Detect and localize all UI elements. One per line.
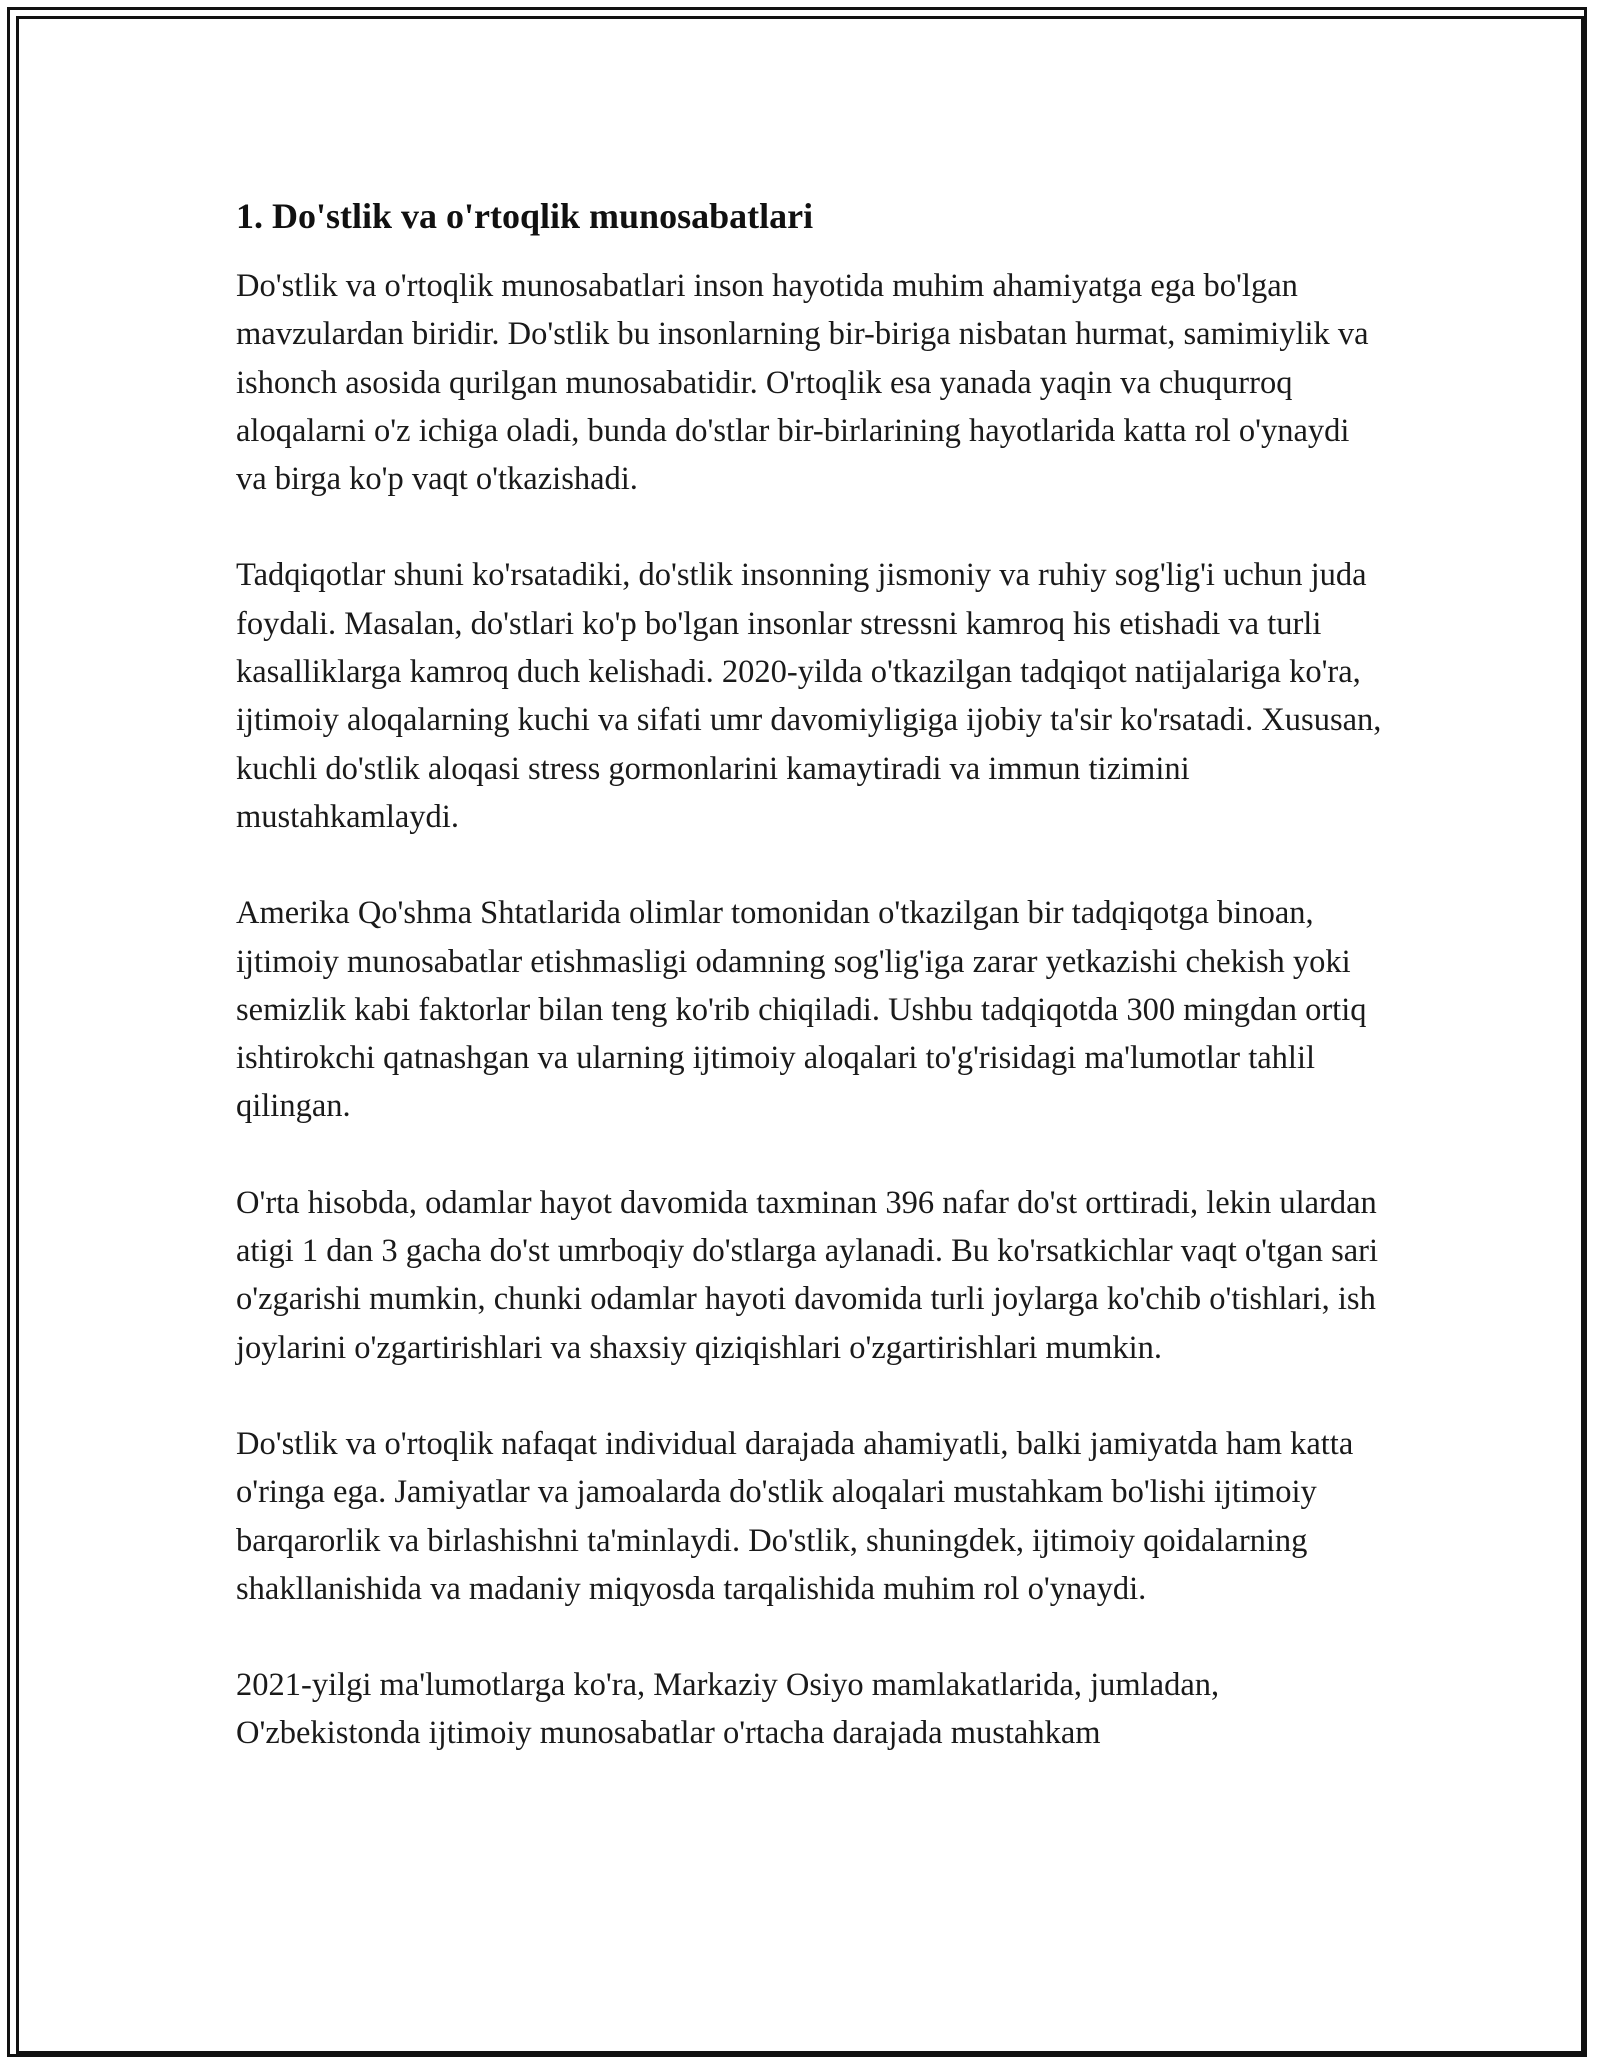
document-body: [236, 188, 1386, 1758]
section-heading: 1. Do'stlik va o'rtoqlik munosabatlari: [236, 196, 814, 236]
paragraph-4: O'rta hisobda, odamlar hayot davomida taxminan 396 nafar do'st orttiradi, lekin ulardan atigi 1 dan 3 gacha do'st umrboqiy do'stlarga aylanadi. Bu ko'rsatkichlar vaqt o'tgan sari o'zgarishi mumkin, chunki odamlar hayoti davomida turli joylarga ko'chib o'tishlari, ish joylarini o'zgartirishlari va shaxsiy qiziqishlari o'zgartirishlari mumkin.: [236, 1184, 1378, 1366]
paragraph-6: 2021-yilgi ma'lumotlarga ko'ra, Markaziy Osiyo mamlakatlarida, jumladan, O'zbekistonda ijtimoiy munosabatlar o'rtacha darajada mustahkam: [236, 1667, 1220, 1752]
paragraph-2: Tadqiqotlar shuni ko'rsatadiki, do'stlik insonning jismoniy va ruhiy sog'lig'i uchun juda foydali. Masalan, do'stlari ko'p bo'lgan insonlar stressni kamroq his etishadi va turli kasalliklarga kamroq duch kelishadi. 2020-yilda o'tkazilgan tadqiqot natijalariga ko'ra, ijtimoiy aloqalarning kuchi va sifati umr davomiyligiga ijobiy ta'sir ko'rsatadi. Xususan, kuchli do'stlik aloqasi stress gormonlarini kamaytiradi va immun tizimini mustahkamlaydi.: [236, 557, 1382, 835]
paragraph-1: Do'stlik va o'rtoqlik munosabatlari inson hayotida muhim ahamiyatga ega bo'lgan mavzulardan biridir. Do'stlik bu insonlarning bir-biriga nisbatan hurmat, samimiylik va ishonch asosida qurilgan munosabatidir. O'rtoqlik esa yanada yaqin va chuqurroq aloqalarni o'z ichiga oladi, bunda do'stlar bir-birlarining hayotlarida katta rol o'ynaydi va birga ko'p vaqt o'tkazishadi.: [236, 268, 1369, 498]
paragraph-3: Amerika Qo'shma Shtatlarida olimlar tomonidan o'tkazilgan bir tadqiqotga binoan, ijtimoiy munosabatlar etishmasligi odamning sog'lig'iga zarar yetkazishi chekish yoki semizlik kabi faktorlar bilan teng ko'rib chiqiladi. Ushbu tadqiqotda 300 mingdan ortiq ishtirokchi qatnashgan va ularning ijtimoiy aloqalari to'g'risidagi ma'lumotlar tahlil qilingan.: [236, 895, 1367, 1125]
paragraph-5: Do'stlik va o'rtoqlik nafaqat individual darajada ahamiyatli, balki jamiyatda ham katta o'ringa ega. Jamiyatlar va jamoalarda do'stlik aloqalari mustahkam bo'lishi ijtimoiy barqarorlik va birlashishni ta'minlaydi. Do'stlik, shuningdek, ijtimoiy qoidalarning shakllanishida va madaniy miqyosda tarqalishida muhim rol o'ynaydi.: [236, 1425, 1354, 1607]
